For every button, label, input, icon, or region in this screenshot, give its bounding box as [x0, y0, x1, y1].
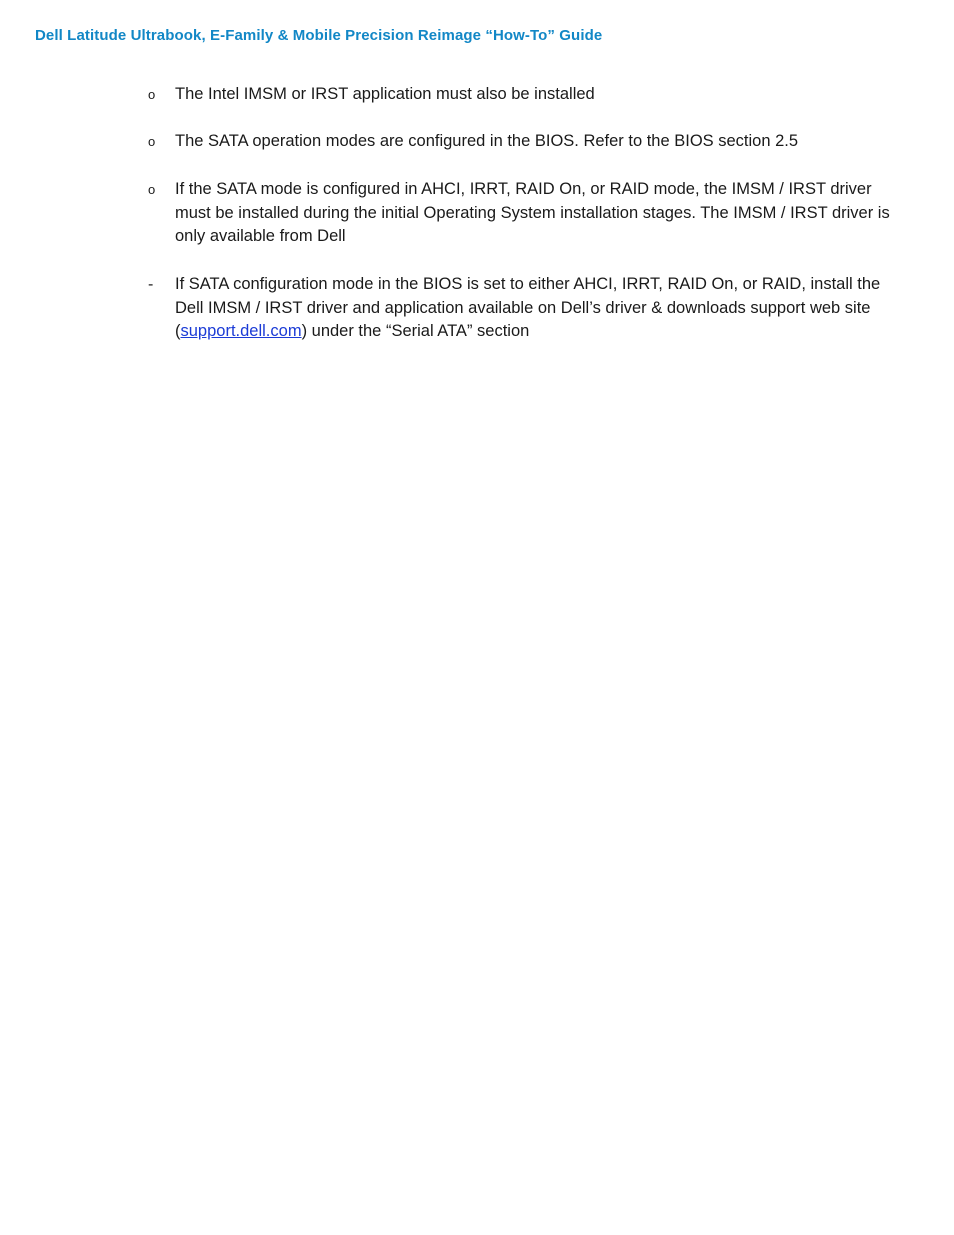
- list-item-text: The Intel IMSM or IRST application must also be installed: [175, 85, 595, 103]
- dash-bullet-icon: -: [148, 276, 154, 293]
- circle-bullet-icon: o: [148, 134, 156, 149]
- support-site-link[interactable]: support.dell.com: [180, 322, 302, 341]
- circle-bullet-icon: o: [148, 182, 156, 197]
- list-item-text: [175, 273, 900, 344]
- page-header-title: Dell Latitude Ultrabook, E-Family & Mobile Precision Reimage “How-To” Guide: [35, 27, 603, 44]
- list-item-text-before: If SATA configuration mode in the BIOS is set to either AHCI, IRRT, RAID On, or RAID, install the Dell IMSM / IRST driver and application available on Dell’s driver & downloads support web site (: [175, 275, 881, 341]
- list-item-text-after: ) under the “Serial ATA” section: [301, 322, 530, 341]
- circle-bullet-icon: o: [148, 87, 156, 102]
- list-item-text: If the SATA mode is configured in AHCI, IRRT, RAID On, or RAID mode, the IMSM / IRST driver must be installed during the initial Operating System installation stages. The IMSM / IRST driver is only available from Dell: [175, 180, 890, 246]
- list-item-text: The SATA operation modes are configured in the BIOS. Refer to the BIOS section 2.5: [175, 132, 799, 150]
